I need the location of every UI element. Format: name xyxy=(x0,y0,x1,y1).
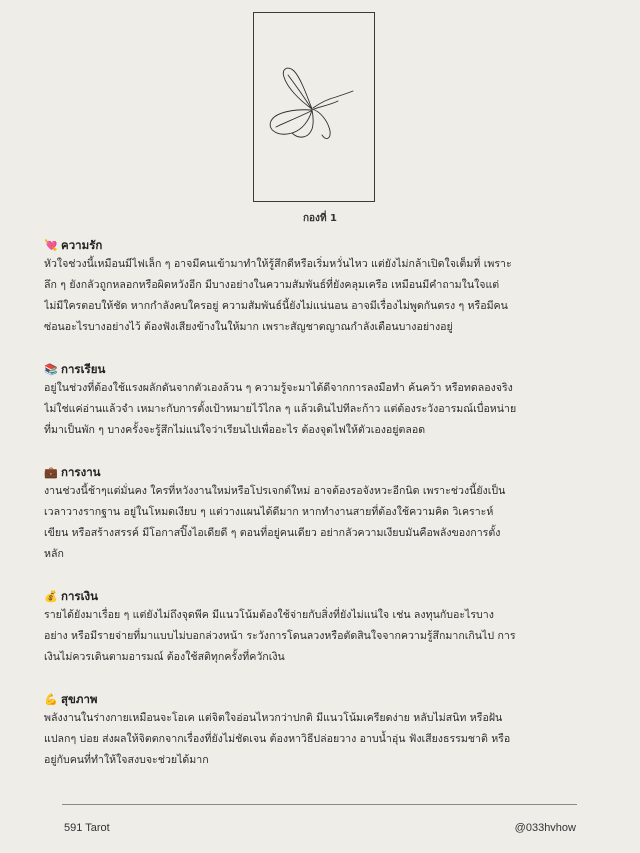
section-title-text: สุขภาพ xyxy=(61,692,98,706)
section-title-text: การงาน xyxy=(61,465,101,479)
flexed-biceps-icon: 💪 xyxy=(44,693,58,706)
section-title-text: การเงิน xyxy=(61,589,99,603)
money-bag-icon: 💰 xyxy=(44,590,58,603)
body-line: เงินไม่ควรเดินตามอารมณ์ ต้องใช้สติทุกครั้งที่ควักเงิน xyxy=(44,651,285,663)
footer-divider xyxy=(62,804,577,805)
section-title-finance xyxy=(44,587,604,605)
body-line: ที่มาเป็นพัก ๆ บางครั้งจะรู้สึกไม่แน่ใจว่าเรียนไปเพื่ออะไร ต้องจุดไฟให้ตัวเองอยู่ตลอด xyxy=(44,424,426,436)
footer-handle: @033hvhow xyxy=(514,822,576,834)
section-body-finance xyxy=(44,605,604,668)
books-icon: 📚 xyxy=(44,363,58,376)
heart-arrow-icon: 💘 xyxy=(44,239,58,252)
section-body-health xyxy=(44,708,604,771)
body-line: รายได้ยังมาเรื่อย ๆ แต่ยังไม่ถึงจุดพีค มีแนวโน้มต้องใช้จ่ายกับสิ่งที่ยังไม่แน่ใจ เช่น ลงทุนกับอะไรบาง xyxy=(44,609,494,621)
butterfly-body xyxy=(312,109,330,138)
card-caption: กองที่ 1 xyxy=(303,213,337,224)
butterfly-illustration xyxy=(254,13,373,200)
body-line: อยู่ในช่วงที่ต้องใช้แรงผลักดันจากตัวเองล้วน ๆ ความรู้จะมาได้ดีจากการลงมือทำ ค้นคว้า หรือทดลองจริง xyxy=(44,382,513,394)
section-body-work xyxy=(44,481,604,565)
body-line: ไม่ใช่แค่อ่านแล้วจำ เหมาะกับการตั้งเป้าหมายไว้ไกล ๆ แล้วเดินไปทีละก้าว แต่ต้องระวังอารมณ์เบื่อหน่าย xyxy=(44,403,517,415)
section-body-study xyxy=(44,378,604,441)
body-line: ไม่มีใครตอบให้ชัด หากกำลังคบใครอยู่ ความสัมพันธ์นี้ยังไม่แน่นอน อาจมีเรื่องไม่พูดกันตรง ๆ หรือมีคน xyxy=(44,300,508,312)
section-study xyxy=(44,360,604,441)
body-line: อย่าง หรือมีรายจ่ายที่มาแบบไม่บอกล่วงหน้า ระวังการโดนลวงหรือตัดสินใจจากความรู้สึกมากเกินไป การ xyxy=(44,630,516,642)
body-line: ลึก ๆ ยังกลัวถูกหลอกหรือผิดหวังอีก มีบางอย่างในความสัมพันธ์ที่ยังคลุมเครือ เหมือนมีคำถามในใจแต่ xyxy=(44,279,500,291)
butterfly-tail xyxy=(292,110,313,137)
section-title-work xyxy=(44,463,604,481)
section-finance xyxy=(44,587,604,668)
body-line: เวลาวางรากฐาน อยู่ในโหมดเงียบ ๆ แต่วางแผนได้ดีมาก หากทำงานสายที่ต้องใช้ความคิด วิเคราะห์ xyxy=(44,506,494,518)
body-line: เขียน หรือสร้างสรรค์ มีโอกาสปิ๊งไอเดียดี ๆ ตอนที่อยู่คนเดียว อย่ากลัวความเงียบมันคือพลังของการตั้ง xyxy=(44,527,501,539)
body-line: งานช่วงนี้ช้าๆแต่มั่นคง ใครที่หวังงานใหม่หรือโปรเจกต์ใหม่ อาจต้องรอจังหวะอีกนิด เพราะช่วงนี้ยังเป็น xyxy=(44,485,506,497)
section-title-health xyxy=(44,690,604,708)
body-line: พลังงานในร่างกายเหมือนจะโอเค แต่จิตใจอ่อนไหวกว่าปกติ มีแนวโน้มเครียดง่าย หลับไม่สนิท หรือฝัน xyxy=(44,712,503,724)
body-line: ซ่อนอะไรบางอย่างไว้ ต้องฟังเสียงข้างในให้มาก เพราะสัญชาตญาณกำลังเตือนบางอย่างอยู่ xyxy=(44,321,453,333)
section-title-text: การเรียน xyxy=(61,362,106,376)
section-title-text: ความรัก xyxy=(61,238,103,252)
section-health xyxy=(44,690,604,771)
body-line: แปลกๆ บ่อย ส่งผลให้จิตตกจากเรื่องที่ยังไม่ชัดเจน ต้องหาวิธีปล่อยวาง อาบน้ำอุ่น ฟังเสียงธรรมชาติ หรือ xyxy=(44,733,511,745)
body-line: หลัก xyxy=(44,548,64,560)
section-work xyxy=(44,463,604,565)
tarot-card xyxy=(253,12,375,202)
body-line: อยู่กับคนที่ทำให้ใจสงบจะช่วยได้มาก xyxy=(44,754,209,766)
reading-content xyxy=(44,236,604,793)
section-title-love xyxy=(44,236,604,254)
body-line: หัวใจช่วงนี้เหมือนมีไฟเล็ก ๆ อาจมีคนเข้ามาทำให้รู้สึกดีหรือเริ่มหวั่นไหว แต่ยังไม่กล้าเปิดใจเต็มที่ เพราะ xyxy=(44,258,512,270)
section-love xyxy=(44,236,604,338)
footer-brand: 591 Tarot xyxy=(64,822,110,834)
briefcase-icon: 💼 xyxy=(44,466,58,479)
butterfly-antenna xyxy=(313,91,353,108)
section-title-study xyxy=(44,360,604,378)
section-body-love xyxy=(44,254,604,338)
